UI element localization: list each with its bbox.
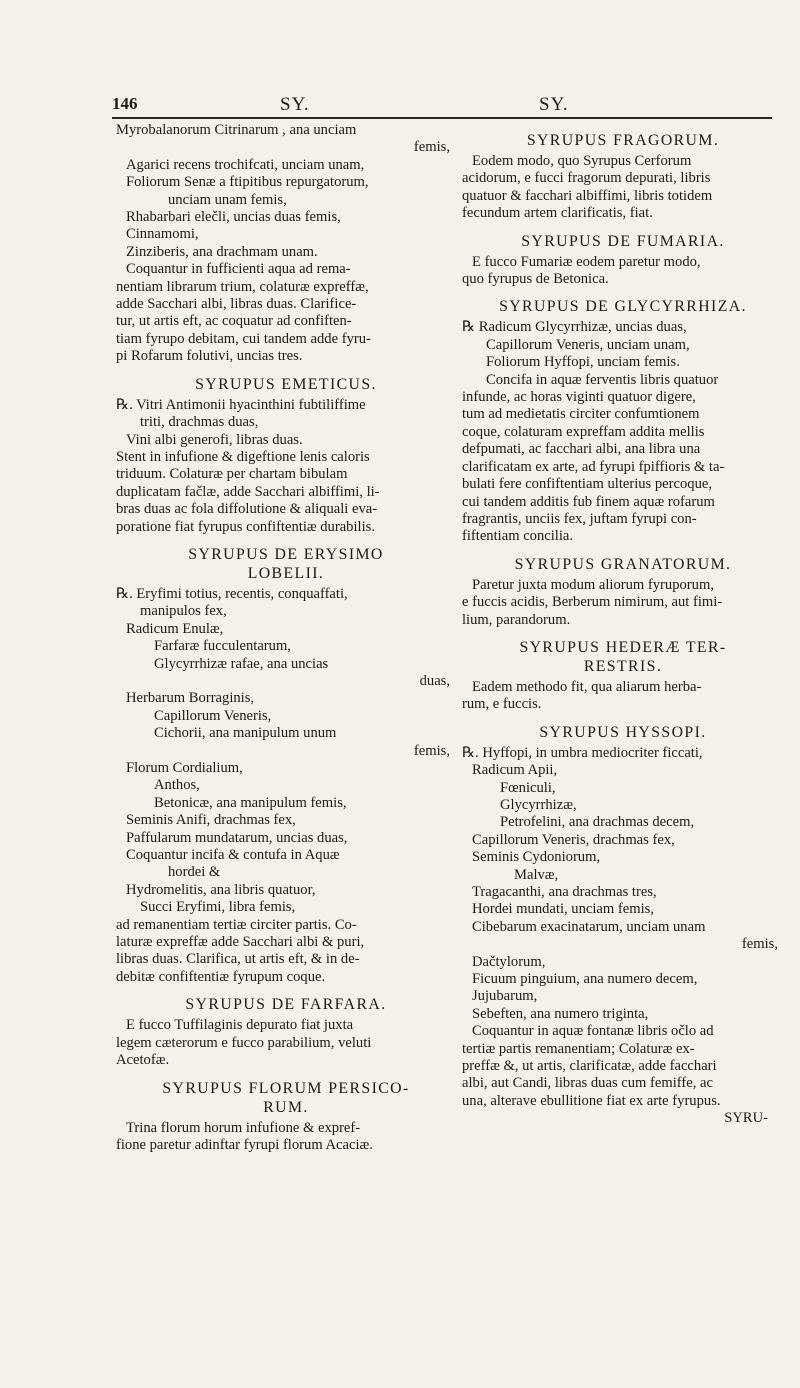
text-line: Coquantur incifa & contufa in Aquæ [126, 847, 340, 864]
text-line: Coquantur in fufficienti aqua ad rema- [126, 261, 351, 278]
text-line: fecundum artem clarificatis, fiat. [462, 205, 653, 222]
text-line: Glycyrrhizæ rafae, ana uncias [154, 655, 329, 672]
catchword: SYRU- [724, 1110, 768, 1127]
text-line: Paffularum mundatarum, uncias duas, [126, 829, 348, 846]
text-line: defpumati, ac facchari albi, ana libra una [462, 441, 701, 458]
text-line: libras duas. Clarifica, ut artis eft, & in de- [116, 951, 360, 968]
text-line: E fucco Fumariæ eodem paretur modo, [472, 253, 701, 270]
text-line: ℞. Eryfimi totius, recentis, conquaffati, [116, 585, 348, 602]
text-line: ℞ Radicum Glycyrrhizæ, uncias duas, [462, 319, 687, 336]
text-line: Seminis Anifi, drachmas fex, [126, 812, 296, 829]
text-line: Glycyrrhizæ, [500, 796, 577, 813]
text-line: Jujubarum, [472, 988, 538, 1005]
text-line: unciam unam femis, [168, 191, 287, 208]
text-line: Cinnamomi, [126, 226, 199, 243]
text-line: Succi Eryfimi, libra femis, [140, 899, 296, 916]
text-line: Anthos, [154, 777, 200, 794]
right-column [462, 122, 784, 1128]
left-column [116, 122, 456, 1154]
text-line: Paretur juxta modum aliorum fyruporum, [472, 576, 714, 593]
text-line: quo fyrupus de Betonica. [462, 271, 609, 288]
text-line: triduum. Colaturæ per chartam bibulam [116, 466, 348, 483]
text-line: debitæ confiftentiæ fyrupum coque. [116, 968, 326, 985]
text-line: femis, [413, 139, 450, 156]
text-line: Betonicæ, ana manipulum femis, [154, 794, 347, 811]
page-header [112, 94, 772, 118]
text-line: Trina florum horum infufione & expref- [126, 1119, 361, 1136]
text-line: Eodem modo, quo Syrupus Cerforum [472, 153, 692, 169]
text-line: Petrofelini, ana drachmas decem, [500, 814, 695, 831]
section-heading: SYRUPUS DE FARFARA. [185, 996, 387, 1014]
text-line: Capillorum Veneris, drachmas fex, [472, 831, 675, 848]
text-line: duas, [419, 672, 450, 689]
text-line: Stent in infufione & digeftione lenis caloris [116, 448, 370, 465]
text-line: E fucco Tuffilaginis depurato fiat juxta [126, 1017, 354, 1034]
text-line: fiftentiam concilia. [462, 528, 574, 545]
text-line: Hordei mundati, unciam femis, [472, 901, 654, 918]
text-line: ℞. Hyffopi, in umbra mediocriter ficcati, [462, 744, 703, 761]
header-rule [112, 117, 772, 119]
text-line: infunde, ac horas viginti quatuor digere, [462, 389, 696, 406]
text-line: Seminis Cydoniorum, [472, 849, 601, 866]
section-heading: SYRUPUS FRAGORUM. [526, 132, 720, 149]
text-line: femis, [741, 936, 778, 953]
text-line: Cichorii, ana manipulum unum [154, 725, 337, 742]
text-line: Eadem methodo fit, qua aliarum herba- [472, 678, 702, 695]
section-heading: SYRUPUS EMETICUS. [195, 375, 377, 393]
text-line: hordei & [168, 864, 221, 881]
text-line: triti, drachmas duas, [140, 414, 259, 431]
text-line: bulati fere confiftentiam ulterius percoque, [462, 476, 713, 493]
text-line: Florum Cordialium, [126, 760, 243, 776]
section-heading: SYRUPUS DE FUMARIA. [521, 232, 725, 250]
text-line: nentiam librarum trium, colaturæ expreffæ, [116, 278, 369, 295]
running-head-left: SY. [280, 94, 310, 115]
text-line: Coquantur in aquæ fontanæ libris očlo ad [472, 1023, 714, 1040]
text-line: fragrantis, unciis fex, juftam fyrupi con- [462, 510, 697, 527]
section-heading: SYRUPUS HEDERÆ TER- RESTRIS. [519, 638, 727, 675]
text-line: Fœniculi, [500, 779, 556, 796]
text-line: Concifa in aquæ ferventis libris quatuor [486, 371, 719, 388]
running-head-right: SY. [539, 94, 569, 115]
text-line: Vini albi generofi, libras duas. [126, 431, 303, 448]
section-heading: SYRUPUS FLORUM PERSICO- RUM. [162, 1079, 410, 1116]
text-line: adde Sacchari albi, libras duas. Clarifice- [116, 296, 357, 313]
text-line: rum, e fuccis. [462, 696, 542, 713]
text-line: Agarici recens trochifcati, unciam unam, [126, 156, 365, 173]
text-line: femis, [413, 742, 450, 759]
text-line: Myrobalanorum Citrinarum , ana unciam [116, 122, 357, 138]
text-line: quatuor & facchari albiffimi, libris totidem [462, 187, 713, 204]
text-line: Herbarum Borraginis, [126, 690, 255, 707]
text-line: bras duas ac fola diffolutione & aliquali eva- [116, 501, 378, 518]
section-heading: SYRUPUS DE ERYSIMO LOBELII. [188, 545, 384, 582]
text-line: tiam fyrupo debitam, cui tandem adde fyru- [116, 330, 371, 347]
text-line: Ficuum pinguium, ana numero decem, [472, 971, 698, 988]
text-line: ℞. Vitri Antimonii hyacinthini fubtiliffime [116, 396, 366, 413]
text-line: legem cæterorum e fucco parabilium, veluti [116, 1034, 372, 1051]
text-line: poratione fiat fyrupus confiftentiæ durabilis. [116, 518, 375, 535]
text-line: e fuccis acidis, Berberum nimirum, aut fimi- [462, 594, 723, 611]
text-line: Zinziberis, ana drachmam unam. [126, 243, 318, 260]
text-line: Capillorum Veneris, [154, 707, 272, 724]
text-line: lium, parandorum. [462, 611, 571, 628]
text-line: Rhabarbari elečli, uncias duas femis, [126, 209, 341, 226]
text-line: Radicum Enulæ, [126, 620, 224, 637]
text-line: una, alterave ebullitione fiat ex arte fyrupus. [462, 1092, 721, 1109]
text-line: Sebeften, ana numero triginta, [472, 1005, 649, 1022]
page-number: 146 [112, 94, 138, 113]
section-heading: SYRUPUS HYSSOPI. [539, 723, 707, 741]
text-line: Radicum Apii, [472, 762, 558, 779]
text-line: clarificatam ex arte, ad fyrupi fpiffioris & ta- [462, 458, 725, 475]
text-line: Dačtylorum, [472, 953, 546, 970]
text-line: Farfaræ fucculentarum, [154, 638, 291, 655]
section-heading: SYRUPUS DE GLYCYRRHIZA. [499, 298, 747, 316]
text-line: Cibebarum exacinatarum, unciam unam [472, 918, 706, 935]
text-line: acidorum, e fucci fragorum depurati, libris [462, 170, 711, 187]
text-line: Tragacanthi, ana drachmas tres, [472, 884, 657, 900]
text-line: manipulos fex, [140, 603, 227, 620]
text-line: duplicatam fačlæ, adde Sacchari albiffimi, li- [116, 483, 380, 500]
text-line: tertiæ partis remanentiam; Colaturæ ex- [462, 1040, 695, 1057]
section-heading: SYRUPUS GRANATORUM. [514, 555, 732, 573]
text-line: Foliorum Senæ a ftipitibus repurgatorum, [126, 174, 369, 191]
text-line: albi, aut Candi, libras duas cum femiffe, ac [462, 1075, 713, 1092]
text-line: Capillorum Veneris, unciam unam, [486, 336, 690, 353]
text-line: cui tandem additis fub finem aquæ rofarum [462, 493, 715, 510]
text-line: coque, colaturam expreffam addita mellis [462, 423, 705, 440]
text-line: Acetofæ. [116, 1052, 170, 1069]
text-line: preffæ &, ut artis, clarificatæ, adde facchari [462, 1058, 717, 1075]
text-line: tur, ut artis eft, ac coquatur ad confiften- [116, 313, 352, 330]
text-line: fione paretur adinftar fyrupi florum Acaciæ. [116, 1136, 373, 1153]
text-line: ad remanentiam tertiæ circiter partis. Co- [116, 916, 357, 933]
text-line: Hydromelitis, ana libris quatuor, [126, 881, 316, 898]
text-line: laturæ expreffæ adde Sacchari albi & puri, [116, 934, 365, 951]
text-line: Foliorum Hyffopi, unciam femis. [486, 354, 680, 371]
text-line: tum ad medietatis circiter confumtionem [462, 406, 700, 423]
text-line: pi Rofarum folutivi, uncias tres. [116, 348, 303, 365]
text-line: Malvæ, [514, 866, 559, 883]
